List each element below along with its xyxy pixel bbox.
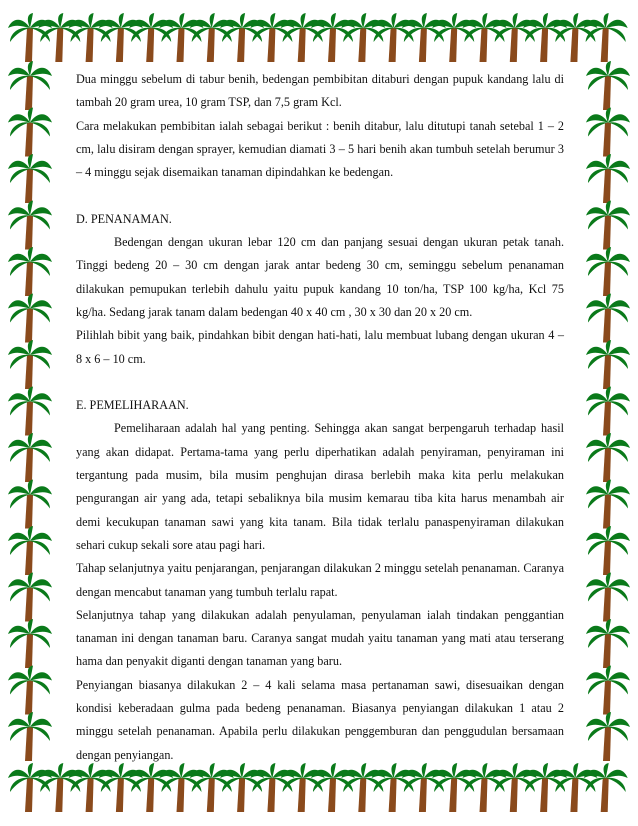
palm-tree-icon — [586, 154, 630, 203]
paragraph: Pemeliharaan adalah hal yang penting. Sehingga akan sangat berpengaruh terhadap hasil yang akan didapat. Pertama-tama yang perlu diperhatikan adalah penyiraman, penyiraman ini tergantung pada musim, bila musim penghujan dirasa berlebih maka kita perlu melakukan pengurangan air yang ada, tetapi sebaliknya bila musim kemarau tiba kita harus menambah air demi kecukupan tanaman sawi yang kita tanam. Bila tidak terlalu panaspenyiraman dilakukan sehari cukup sekali sore atau pagi hari. — [76, 421, 564, 552]
palm-tree-icon — [8, 480, 52, 529]
palm-tree-icon — [586, 480, 630, 529]
palm-tree-icon — [8, 666, 52, 715]
palm-tree-icon — [586, 573, 630, 622]
palm-tree-icon-row-bottom — [0, 762, 638, 814]
paragraph: Cara melakukan pembibitan ialah sebagai berikut : benih ditabur, lalu ditutupi tanah setebal 1 – 2 cm, lalu disiram dengan sprayer, kemudian diamati 3 – 5 hari benih akan tumbuh setelah berumur 3 – 4 minggu sejak disemaikan tanaman dipindahkan ke bedengan. — [76, 118, 564, 180]
palm-tree-icon — [8, 340, 52, 389]
palm-tree-icon — [8, 247, 52, 296]
paragraph: Tahap selanjutnya yaitu penjarangan, penjarangan dilakukan 2 minggu setelah penanaman. Caranya dengan mencabut tanaman yang tumbuh terlalu rapat. — [76, 561, 564, 599]
palm-tree-icon — [8, 294, 52, 343]
palm-tree-icon — [586, 247, 630, 296]
document-body — [76, 68, 564, 767]
palm-tree-icon — [8, 526, 52, 575]
section-heading-pemeliharaan: E. PEMELIHARAAN. — [76, 398, 189, 413]
palm-tree-icon — [8, 201, 52, 250]
palm-tree-icon — [586, 666, 630, 715]
palm-tree-icon — [8, 154, 52, 203]
palm-tree-icon — [586, 712, 630, 761]
paragraph: Pilihlah bibit yang baik, pindahkan bibit dengan hati-hati, lalu membuat lubang dengan ukuran 4 – 8 x 6 – 10 cm. — [76, 328, 564, 366]
palm-tree-icon — [8, 61, 52, 110]
border-left — [4, 0, 56, 826]
palm-tree-icon — [8, 433, 52, 482]
paragraph: Dua minggu sebelum di tabur benih, bedengan pembibitan ditaburi dengan pupuk kandang lalu di tambah 20 gram urea, 10 gram TSP, dan 7,5 gram Kcl. — [76, 72, 564, 110]
palm-tree-icon — [586, 619, 630, 668]
palm-tree-icon — [8, 108, 52, 157]
palm-tree-icon — [8, 619, 52, 668]
spacer — [76, 184, 564, 207]
palm-tree-icon — [586, 387, 630, 436]
palm-tree-icon — [586, 294, 630, 343]
palm-tree-icon — [8, 712, 52, 761]
paragraph: Selanjutnya tahap yang dilakukan adalah penyulaman, penyulaman ialah tindakan penggantian tanaman ini dengan tanaman baru. Caranya sangat mudah yaitu tanaman yang mati atau terserang hama dan penyakit diganti dengan tanaman yang baru. — [76, 607, 564, 669]
palm-tree-icon — [8, 387, 52, 436]
section-heading-penanaman: D. PENANAMAN. — [76, 211, 172, 226]
palm-tree-icon — [586, 340, 630, 389]
palm-tree-icon-row-top — [0, 12, 638, 64]
palm-tree-icon-column-right — [582, 0, 634, 826]
palm-tree-icon-column-left — [4, 0, 56, 826]
palm-tree-icon — [8, 573, 52, 622]
border-bottom — [0, 762, 638, 814]
palm-tree-icon — [586, 108, 630, 157]
paragraph: Bedengan dengan ukuran lebar 120 cm dan panjang sesuai dengan ukuran petak tanah. Tinggi bedeng 20 – 30 cm dengan jarak antar bedeng 30 cm, seminggu sebelum penanaman dilakukan pemupukan terlebih dahulu yaitu pupuk kandang 10 ton/ha, TSP 100 kg/ha, Kcl 75 kg/ha. Sedang jarak tanam dalam bedengan 40 x 40 cm , 30 x 30 dan 20 x 20 cm. — [76, 235, 564, 319]
palm-tree-icon — [586, 433, 630, 482]
border-top — [0, 12, 638, 64]
border-right — [582, 0, 634, 826]
spacer — [76, 371, 564, 394]
paragraph: Penyiangan biasanya dilakukan 2 – 4 kali selama masa pertanaman sawi, disesuaikan dengan kondisi keberadaan gulma pada bedeng penanaman. Biasanya penyiangan dilakukan 1 atau 2 minggu setelah penanaman. Apabila perlu dilakukan penggemburan dan penggudulan bersamaan dengan penyiangan. — [76, 677, 564, 762]
palm-tree-icon — [586, 61, 630, 110]
palm-tree-icon — [586, 201, 630, 250]
palm-tree-icon — [586, 526, 630, 575]
